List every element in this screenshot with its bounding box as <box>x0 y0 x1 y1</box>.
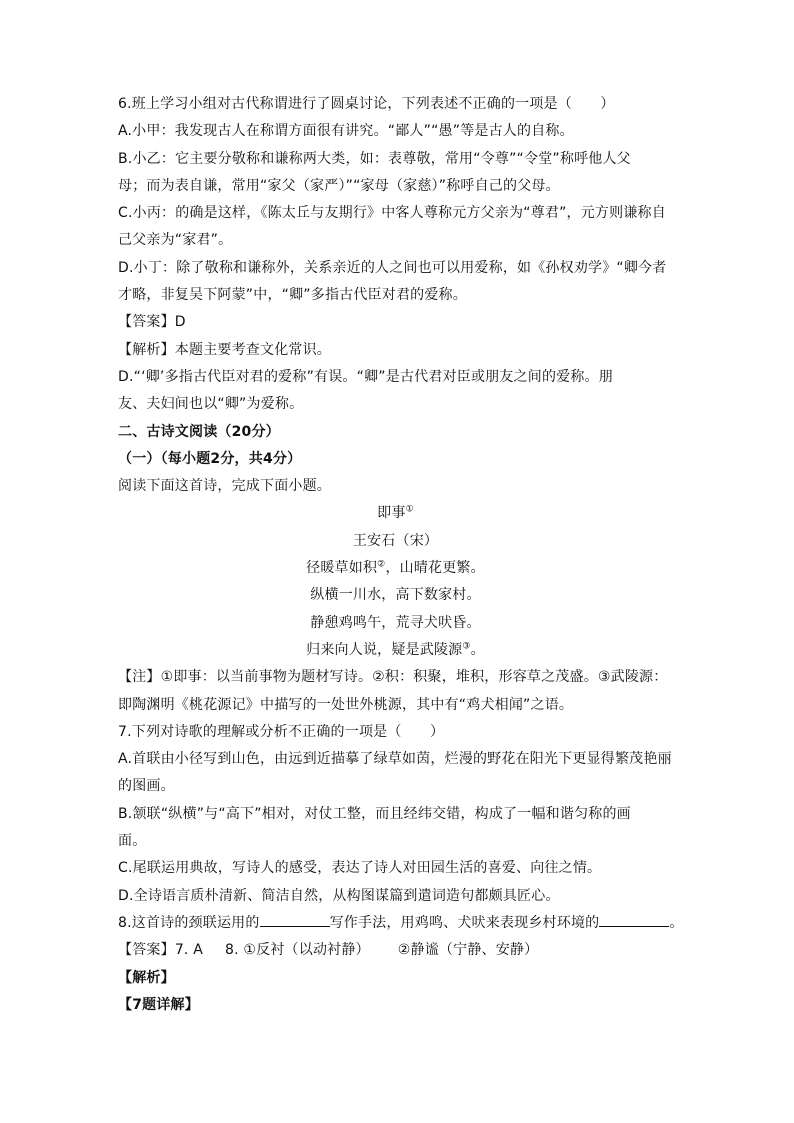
question-6-answer: 【答案】D <box>118 314 186 331</box>
document-page <box>118 91 684 1019</box>
section-heading: 二、古诗文阅读（20分） <box>118 423 280 440</box>
footnote-marker: ③ <box>462 641 471 652</box>
question-7-option-b-line1: B.颔联“纵横”与“高下”相对，对仗工整，而且经纬交错，构成了一幅和谐匀称的画 <box>118 805 631 822</box>
poem-author: 王安石（宋） <box>352 532 439 549</box>
poem-title: 即事① <box>377 504 414 522</box>
question-6-option-a: A.小甲：我发现古人在称谓方面很有讲究。“鄙人”“愚”等是古人的自称。 <box>118 123 574 140</box>
footnote-marker: ① <box>405 504 414 515</box>
poem-line-4: 归来向人说，疑是武陵源③。 <box>306 641 485 658</box>
answer-blank-2 <box>599 912 669 927</box>
question-7-detail-heading: 【7题详解】 <box>118 996 199 1013</box>
reading-instruction: 阅读下面这首诗，完成下面小题。 <box>118 478 331 495</box>
poem-line-1: 径暖草如积②，山晴花更繁。 <box>306 559 485 577</box>
footnote-marker: ② <box>377 559 386 570</box>
question-6-option-d-line1: D.小丁：除了敬称和谦称外，关系亲近的人之间也可以用爱称，如《孙权劝学》“卿今者 <box>118 259 667 276</box>
question-6-detail-line2: 友、夫妇间也以“卿”为爱称。 <box>118 396 304 413</box>
question-6-analysis: 【解析】本题主要考查文化常识。 <box>118 341 331 358</box>
poem-notes-line1: 【注】①即事：以当前事物为题材写诗。②积：积聚，堆积，形容草之茂盛。③武陵源： <box>118 669 668 686</box>
question-7-stem: 7.下列对诗歌的理解或分析不正确的一项是（ ） <box>118 723 445 740</box>
question-6-option-b-line2: 母；而为表自谦，常用“家父（家严）”“家母（家慈）”称呼自己的父母。 <box>118 177 560 194</box>
question-8-stem: 8.这首诗的颈联运用的 写作手法，用鸡鸣、犬吠来表现乡村环境的 。 <box>118 910 678 937</box>
question-6-option-d-line2: 才略，非复吴下阿蒙”中，“卿”多指古代臣对君的爱称。 <box>118 287 467 304</box>
analysis-heading: 【解析】 <box>118 969 175 986</box>
question-6-stem: 6.班上学习小组对古代称谓进行了圆桌讨论，下列表述不正确的一项是（ ） <box>118 96 615 112</box>
question-6-option-c-line2: 己父亲为“家君”。 <box>118 232 233 249</box>
question-7-option-b-line2: 面。 <box>118 833 147 850</box>
answers-7-8: 【答案】7. A 8. ①反衬（以动衬静） ②静谧（宁静、安静） <box>118 942 539 959</box>
question-7-option-a-line2: 的图画。 <box>118 778 175 795</box>
poem-line-3: 静憩鸡鸣午，荒寻犬吠昏。 <box>310 614 481 631</box>
question-7-option-c: C.尾联运用典故，写诗人的感受，表达了诗人对田园生活的喜爱、向往之情。 <box>118 860 602 877</box>
question-6-option-c-line1: C.小丙：的确是这样，《陈太丘与友期行》中客人尊称元方父亲为“尊君”，元方则谦称自 <box>118 205 666 222</box>
question-7-option-d: D.全诗语言质朴清新、简洁自然，从构图谋篇到遣词造句都颇具匠心。 <box>118 887 560 904</box>
question-6-detail-line1: D.“‘卿’多指古代臣对君的爱称”有误。“卿”是古代君对臣或朋友之间的爱称。朋 <box>118 368 613 385</box>
poem-line-2: 纵横一川水，高下数家村。 <box>310 587 481 604</box>
answer-blank-1 <box>260 912 330 927</box>
question-6-option-b-line1: B.小乙：它主要分敬称和谦称两大类，如：表尊敬，常用“令尊”“令堂”称呼他人父 <box>118 150 631 167</box>
poem-notes-line2: 即陶渊明《桃花源记》中描写的一处世外桃源，其中有“鸡犬相闻”之语。 <box>118 696 574 713</box>
question-7-option-a-line1: A.首联由小径写到山色，由远到近描摹了绿草如茵，烂漫的野花在阳光下更显得繁茂艳丽 <box>118 751 672 768</box>
subsection-heading: （一）（每小题2分，共4分） <box>118 450 302 467</box>
